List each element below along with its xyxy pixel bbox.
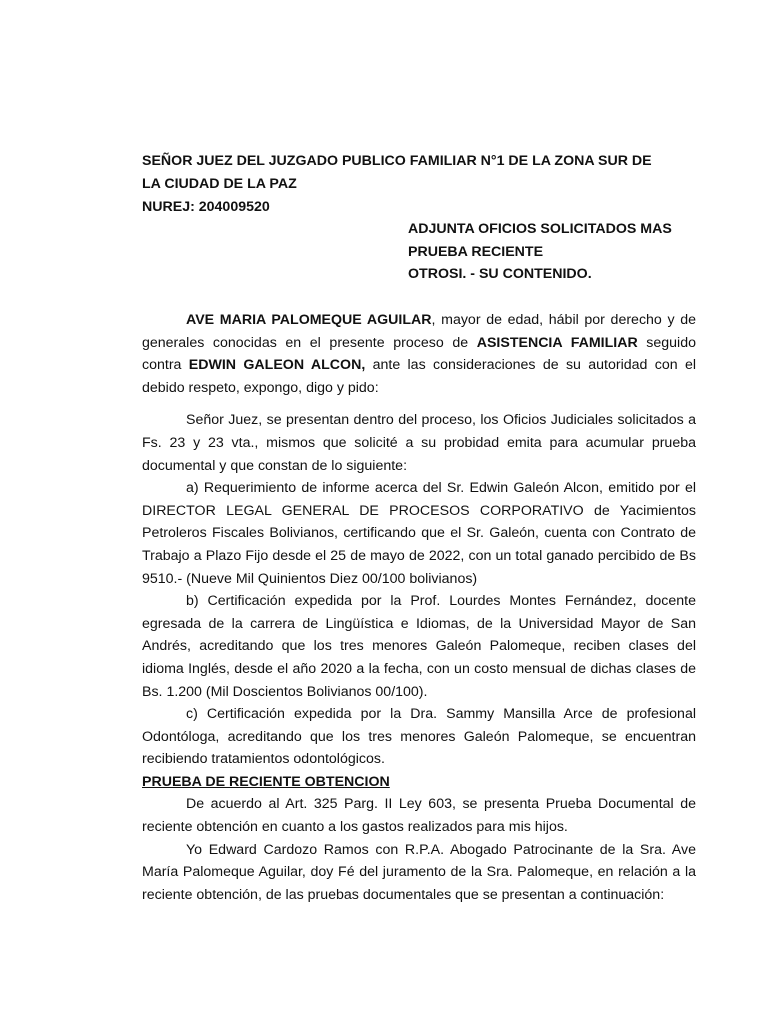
sumilla-line3: OTROSI. - SU CONTENIDO.: [408, 266, 592, 282]
intro-paragraph: [142, 309, 696, 399]
paragraph-oficios: Señor Juez, se presentan dentro del proceso, los Oficios Judiciales solicitados a Fs. 23 y 23 vta., mismos que solicité a su probidad emita para acumular prueba documental y que constan de lo siguiente:: [142, 412, 696, 474]
section-heading: PRUEBA DE RECIENTE OBTENCION: [142, 773, 390, 790]
nurej-number: NUREJ: 204009520: [142, 199, 270, 215]
paragraph-item-c: c) Certificación expedida por la Dra. Sammy Mansilla Arce de profesional Odontóloga, acreditando que los tres menores Galeón Palomeque, se encuentran recibiendo tratamientos odontológicos.: [142, 706, 696, 768]
intro-text-1: , mayor de edad, hábil por derecho y de generales conocidas en el presente proceso de: [142, 312, 696, 351]
paragraph-gap: [142, 399, 696, 409]
paragraph-item-b: b) Certificación expedida por la Prof. Lourdes Montes Fernández, docente egresada de la carrera de Lingüística e Idiomas, de la Universidad Mayor de San Andrés, acreditando que los tres menores Galeón Palomeque, reciben clases del idioma Inglés, desde el año 2020 a la fecha, con un costo mensual de dichas clases de Bs. 1.200 (Mil Doscientos Bolivianos 00/100).: [142, 593, 696, 700]
petitioner-name: AVE MARIA PALOMEQUE AGUILAR: [186, 312, 432, 328]
process-type: ASISTENCIA FAMILIAR: [476, 334, 638, 351]
court-name-line1: SEÑOR JUEZ DEL JUZGADO PUBLICO FAMILIAR N°1 DE LA ZONA SUR DE: [142, 153, 652, 169]
court-name-line2: LA CIUDAD DE LA PAZ: [142, 176, 297, 192]
sumilla: [408, 218, 708, 286]
intro-text-3: ante las consideraciones de su autoridad con el debido respeto, expongo, digo y pido:: [142, 357, 697, 396]
document-body: [142, 309, 696, 906]
court-header: [142, 150, 698, 219]
paragraph-item-a: a) Requerimiento de informe acerca del Sr. Edwin Galeón Alcon, emitido por el DIRECTOR LEGAL GENERAL DE PROCESOS CORPORATIVO de Yacimientos Petroleros Fiscales Bolivianos, certificando que el Sr. Galeón, cuenta con Contrato de Trabajo a Plazo Fijo desde el 25 de mayo de 2022, con un total ganado percibido de Bs 9510.- (Nueve Mil Quinientos Diez 00/100 bolivianos): [142, 480, 696, 587]
paragraph-attorney: Yo Edward Cardozo Ramos con R.P.A. Abogado Patrocinante de la Sra. Ave María Palomeque Aguilar, doy Fé del juramento de la Sra. Palomeque, en relación a la reciente obtención, de las pruebas documentales que se presentan a continuación:: [142, 841, 696, 903]
defendant-name: EDWIN GALEON ALCON,: [188, 357, 366, 374]
sumilla-line1: ADJUNTA OFICIOS SOLICITADOS MAS: [408, 221, 672, 237]
intro-text-2: seguido contra: [142, 334, 696, 374]
sumilla-line2: PRUEBA RECIENTE: [408, 243, 544, 260]
paragraph-art-325: De acuerdo al Art. 325 Parg. II Ley 603, se presenta Prueba Documental de reciente obtención en cuanto a los gastos realizados para mis hijos.: [142, 796, 696, 836]
